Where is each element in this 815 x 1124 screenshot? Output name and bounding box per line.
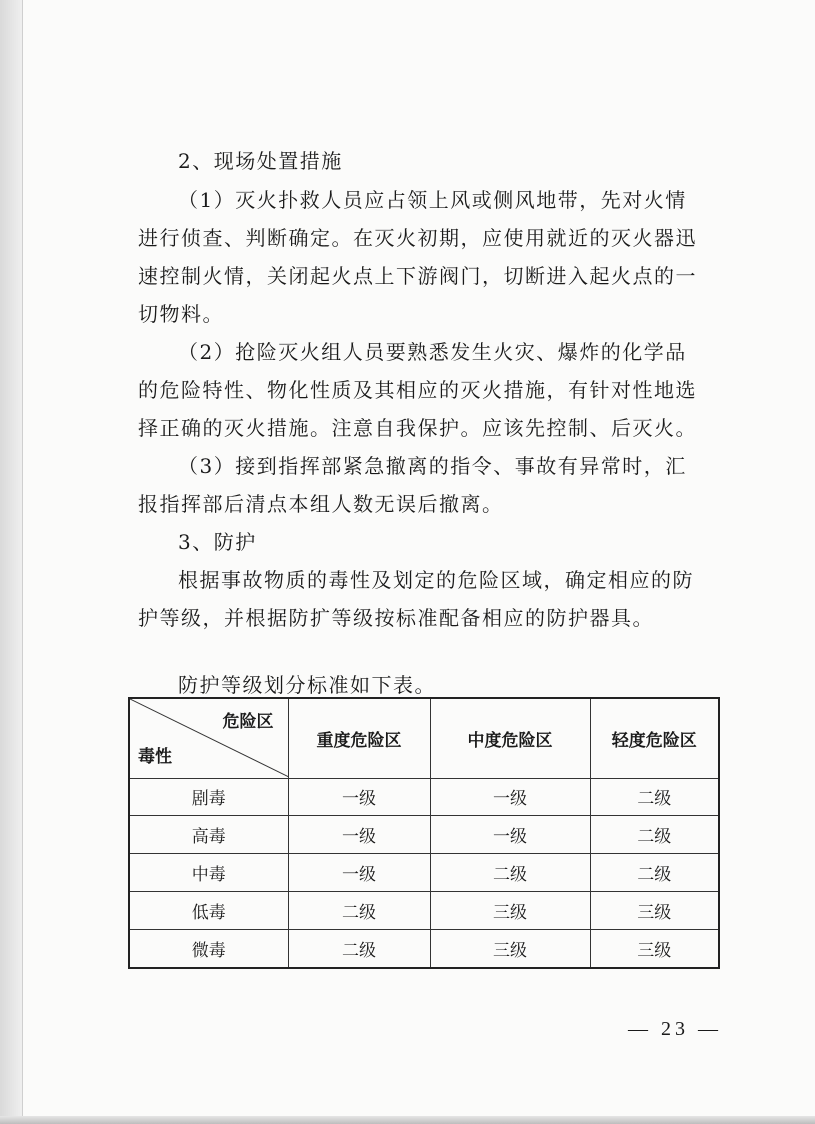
section3-line1: 根据事故物质的毒性及划定的危险区域，确定相应的防 — [178, 568, 694, 592]
item3-line2: 报指挥部后清点本组人数无误后撤离。 — [138, 492, 504, 516]
item3-line1: （3）接到指挥部紧急撤离的指令、事故有异常时，汇 — [178, 454, 687, 478]
table-corner-cell — [129, 698, 288, 778]
section3-line2: 护等级，并根据防扩等级按标准配备相应的防护器具。 — [138, 606, 654, 630]
item2-line1: （2）抢险灭火组人员要熟悉发生火灾、爆炸的化学品 — [178, 340, 687, 364]
column-header-light: 轻度危险区 — [590, 698, 719, 778]
table-cell: 一级 — [288, 778, 430, 816]
item1-line1: （1）灭火扑救人员应占领上风或侧风地带，先对火情 — [178, 188, 687, 212]
item2-line3: 择正确的灭火措施。注意自我保护。应该先控制、后灭火。 — [138, 416, 697, 440]
item1-line2: 进行侦查、判断确定。在灭火初期，应使用就近的灭火器迅 — [138, 226, 697, 250]
table-cell: 二级 — [590, 854, 719, 892]
table-cell: 一级 — [430, 816, 590, 854]
table-cell: 三级 — [430, 892, 590, 930]
table-header-row — [129, 698, 719, 778]
row-label: 微毒 — [129, 929, 288, 968]
table-cell: 三级 — [590, 929, 719, 968]
corner-label-zone: 危险区 — [222, 712, 274, 733]
row-label: 高毒 — [129, 816, 288, 854]
section3-heading: 3、防护 — [178, 530, 257, 554]
page-bottom-edge — [0, 1116, 815, 1124]
section2-heading: 2、现场处置措施 — [178, 149, 343, 173]
item2-line2: 的危险特性、物化性质及其相应的灭火措施，有针对性地选 — [138, 378, 697, 402]
row-label: 剧毒 — [129, 778, 288, 816]
table-cell: 一级 — [430, 778, 590, 816]
table-row — [129, 929, 719, 968]
table-cell: 一级 — [288, 816, 430, 854]
table-cell: 二级 — [288, 929, 430, 968]
page-binding-edge — [0, 0, 22, 1124]
table-cell: 二级 — [430, 854, 590, 892]
row-label: 中毒 — [129, 854, 288, 892]
table-cell: 二级 — [590, 816, 719, 854]
page-number: — 23 — — [628, 1018, 722, 1040]
corner-label-toxicity: 毒性 — [138, 747, 172, 768]
item1-line4: 切物料。 — [138, 302, 224, 326]
table-row — [129, 892, 719, 930]
table-cell: 二级 — [590, 778, 719, 816]
table-row — [129, 854, 719, 892]
table-intro: 防护等级划分标准如下表。 — [178, 673, 436, 697]
row-label: 低毒 — [129, 892, 288, 930]
table-cell: 三级 — [590, 892, 719, 930]
protection-grade-table — [128, 697, 720, 969]
column-header-moderate: 中度危险区 — [430, 698, 590, 778]
item1-line3: 速控制火情，关闭起火点上下游阀门，切断进入起火点的一 — [138, 264, 697, 288]
table-cell: 一级 — [288, 854, 430, 892]
table-row — [129, 816, 719, 854]
table-row — [129, 778, 719, 816]
table-cell: 三级 — [430, 929, 590, 968]
column-header-severe: 重度危险区 — [288, 698, 430, 778]
table-cell: 二级 — [288, 892, 430, 930]
